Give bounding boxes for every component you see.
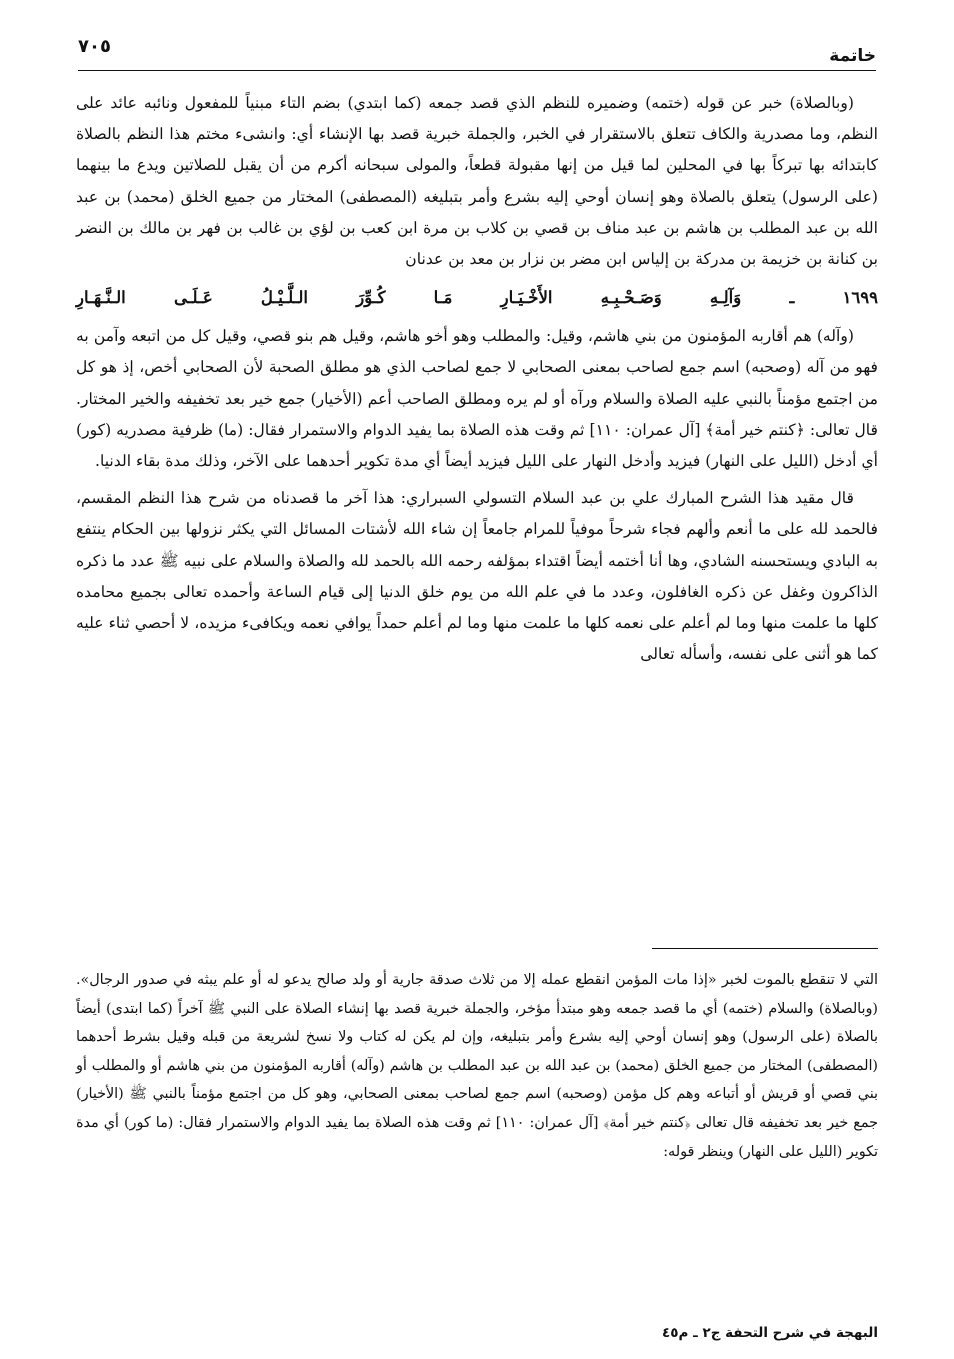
commentary-paragraph-3: قال مقيد هذا الشرح المبارك علي بن عبد السلام التسولي السبراري: هذا آخر ما قصدناه من شرح هذا النظم المقسم، فالحمد لله على ما أنعم وألهم فجاء شرحاً موفياً للمرام جامعاً إن شاء الله لأشتات المسائل التي يكثر نزولها بين الحكام ينتفع به البادي ويستحسنه الشادي، وها أنا أختمه أيضاً اقتداء بمؤلفه رحمه الله بالحمد لله والصلاة والسلام على نبيه ﷺ عدد ما ذكره الذاكرون وغفل عن ذكره الغافلون، وعدد ما في علم الله من يوم خلق الدنيا إلى قيام الساعة وأحمده تعالى بجميع محامده كلها ما علمت منها وما لم أعلم على نعمه كلها ما علمت منها وما لم أعلم حمداً يوافي نعمه ويكافىء مزيده، لا أحصي ثناء عليه كما هو أثنى على نفسه، وأسأله تعالى [76,489,878,664]
verse-line: ١٦٩٩ ـ وَآلِـهِ وَصَـحْـبِـهِ الأَخْـيَـارِ مَـا كُـوِّرَ الـلَّـيْـلُ عَـلَـى الـنَّـهَـارِ [76,288,878,308]
footnote-text: التي لا تنقطع بالموت لخبر «إذا مات المؤمن انقطع عمله إلا من ثلاث صدقة جارية أو ولد صالح يدعو له أو علم يبثه في صدور الرجال». (وبالصلاة) والسلام (ختمه) أي ما قصد جمعه وهو مبتدأ مؤخر، والجملة خبرية قصد بها إنشاء الصلاة على النبي ﷺ آخراً (كما ابتدى) أيضاً بالصلاة (على الرسول) وهو إنسان أوحي إليه بشرع وأمر بتبليغه، وإن لم يكن له كتاب ولا نسخ لشريعة من قبله وقيل بشرط أحدهما (المصطفى) المختار من جميع الخلق (محمد) بن عبد الله بن عبد المطلب بن هاشم (وآله) أقاربه المؤمنون من بني هاشم أو والمطلب أو بني قصي أو قريش أو أتباعه وهم كل مؤمن (وصحبه) اسم جمع لصاحب بمعنى الصحابي، وهو كل من اجتمع مؤمناً بالنبي ﷺ (الأخيار) جمع خير بعد تخفيفه قال تعالى ﴿كنتم خير أمة﴾ [آل عمران: ١١٠] ثم وقت هذه الصلاة بما يفيد الدوام والاستمرار فقال: (ما كور) أي مدة تكوير (الليل على النهار) وينظر قوله: [76,972,878,1160]
footnotes [76,966,878,1166]
commentary-paragraph-2: (وآله) هم أقاربه المؤمنون من بني هاشم، وقيل: والمطلب وهو أخو هاشم، وقيل هم بنو قصي، وقيل كل من اتبعه وآمن به فهو من آله (وصحبه) اسم جمع لصاحب بمعنى الصحابي لا جمع لصاحب الذي هو مطلق الصحبة لأن الصحابي أخص، إذ هو كل من اجتمع مؤمناً بالنبي عليه الصلاة والسلام ورآه أو لم يره ومطلق الصاحب أعم (الأخيار) جمع خير بعد تخفيفه والخير المختار. قال تعالى: ﴿كنتم خير أمة﴾ [آل عمران: ١١٠] ثم وقت هذه الصلاة بما يفيد الدوام والاستمرار فقال: (ما) ظرفية مصدريه (كور) أي أدخل (الليل على النهار) فيزيد وأدخل النهار على الليل فيزيد أيضاً أي مدة تكوير أحدهما على الآخر، وذلك مدة بقاء الدنيا. [76,327,878,471]
chapter-title: خاتمة [829,46,876,66]
page-number: ٧٠٥ [78,36,111,57]
main-text [76,88,878,670]
commentary-paragraph-1: (وبالصلاة) خبر عن قوله (ختمه) وضميره للنظم الذي قصد جمعه (كما ابتدي) بضم التاء مبنياً للمفعول ونائبه عائد على النظم، وما مصدرية والكاف تتعلق بالاستقرار في الخبر، والجملة خبرية قصد بها الإنشاء أي: وانشىء مختم هذا النظم بالصلاة كابتدائه بها تبركاً بها في المحلين لما قيل من إنها مقبولة قطعاً، والمولى سبحانه أكرم من أن يقبل للصلاتين ويدع ما بينهما (على الرسول) يتعلق بالصلاة وهو إنسان أوحي إليه بشرع وأمر بتبليغه (المصطفى) المختار من جميع الخلق (محمد) بن عبد الله بن عبد المطلب بن هاشم بن عبد مناف بن قصي بن كلاب بن مرة ابن كعب بن لؤي بن غالب بن فهر بن مالك بن النضر بن كنانة بن خزيمة بن مدركة بن إلياس ابن مضر بن نزار بن معد بن عدنان [76,94,878,269]
page-footer: البهجة في شرح التحفة ج٢ ـ م٤٥ [662,1325,878,1341]
page-header [78,30,876,71]
footnote-separator [652,948,878,949]
